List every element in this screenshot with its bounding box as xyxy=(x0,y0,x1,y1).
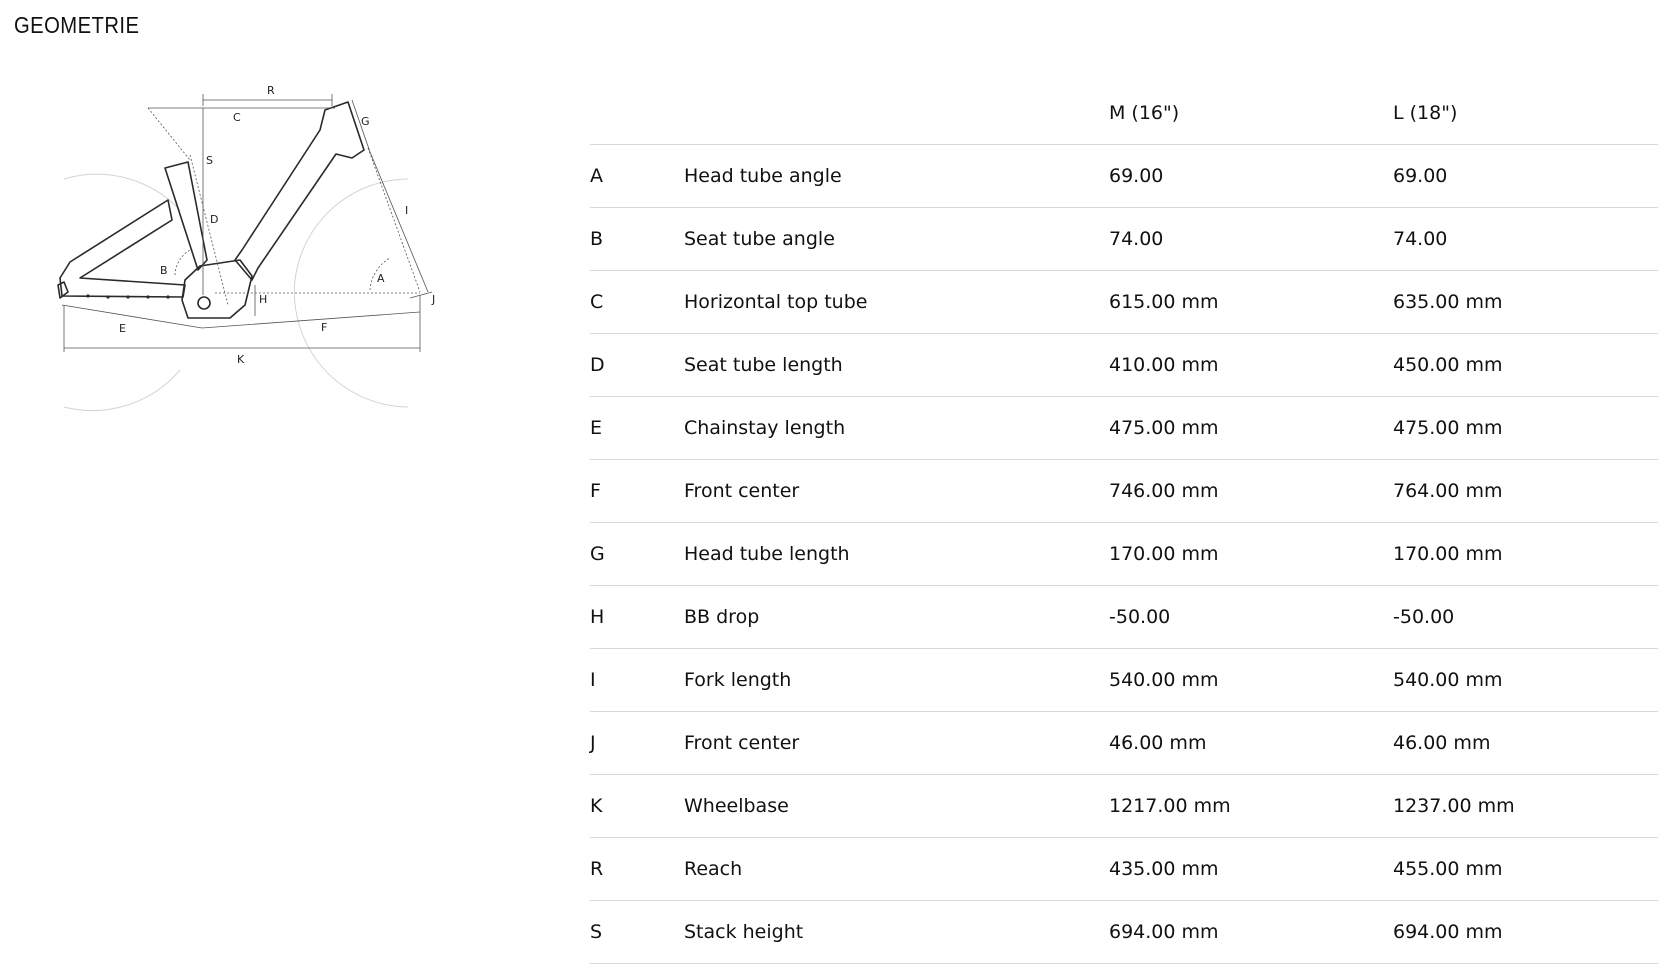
row-value-m: 694.00 mm xyxy=(1109,921,1219,943)
row-value-m: 74.00 xyxy=(1109,228,1164,250)
row-value-l: 455.00 mm xyxy=(1393,858,1503,880)
row-name: BB drop xyxy=(684,606,760,628)
row-value-l: 694.00 mm xyxy=(1393,921,1503,943)
table-row xyxy=(590,901,1658,964)
row-name: Fork length xyxy=(684,669,792,691)
row-name: Horizontal top tube xyxy=(684,291,868,313)
label-a: A xyxy=(377,272,385,285)
bike-geometry-diagram xyxy=(40,80,480,440)
row-code: A xyxy=(590,165,603,187)
table-row xyxy=(590,145,1658,208)
row-value-m: 615.00 mm xyxy=(1109,291,1219,313)
row-name: Seat tube length xyxy=(684,354,843,376)
row-value-l: 69.00 xyxy=(1393,165,1448,187)
row-value-m: -50.00 xyxy=(1109,606,1171,628)
table-row xyxy=(590,334,1658,397)
row-value-l: 475.00 mm xyxy=(1393,417,1503,439)
row-name: Head tube angle xyxy=(684,165,842,187)
row-value-m: 69.00 xyxy=(1109,165,1164,187)
row-value-l: 46.00 mm xyxy=(1393,732,1491,754)
label-s: S xyxy=(206,154,213,167)
table-row xyxy=(590,208,1658,271)
row-name: Stack height xyxy=(684,921,804,943)
label-d: D xyxy=(210,213,219,226)
table-row xyxy=(590,712,1658,775)
row-value-l: 74.00 xyxy=(1393,228,1448,250)
row-value-m: 540.00 mm xyxy=(1109,669,1219,691)
table-row xyxy=(590,523,1658,586)
table-row xyxy=(590,460,1658,523)
row-value-l: 764.00 mm xyxy=(1393,480,1503,502)
row-value-l: 635.00 mm xyxy=(1393,291,1503,313)
row-value-m: 435.00 mm xyxy=(1109,858,1219,880)
row-code: E xyxy=(590,417,603,439)
label-h: H xyxy=(259,293,268,306)
label-b: B xyxy=(160,264,168,277)
row-name: Reach xyxy=(684,858,743,880)
label-e: E xyxy=(119,322,126,335)
row-code: K xyxy=(590,795,603,817)
table-row xyxy=(590,586,1658,649)
row-value-l: -50.00 xyxy=(1393,606,1455,628)
row-name: Chainstay length xyxy=(684,417,846,439)
row-name: Front center xyxy=(684,732,800,754)
label-i: I xyxy=(405,204,409,217)
geometry-table xyxy=(590,82,1658,964)
label-g: G xyxy=(361,115,370,128)
row-code: F xyxy=(590,480,601,502)
row-value-m: 1217.00 mm xyxy=(1109,795,1231,817)
row-code: J xyxy=(590,732,596,754)
row-name: Seat tube angle xyxy=(684,228,835,250)
table-row xyxy=(590,775,1658,838)
row-value-m: 475.00 mm xyxy=(1109,417,1219,439)
table-row xyxy=(590,838,1658,901)
row-name: Wheelbase xyxy=(684,795,789,817)
row-code: B xyxy=(590,228,604,250)
column-header-size-m: M (16") xyxy=(1109,102,1180,124)
row-code: R xyxy=(590,858,604,880)
row-value-m: 170.00 mm xyxy=(1109,543,1219,565)
row-name: Front center xyxy=(684,480,800,502)
rear-wheel-arc xyxy=(64,174,180,210)
row-name: Head tube length xyxy=(684,543,850,565)
table-row xyxy=(590,271,1658,334)
label-f: F xyxy=(321,321,328,334)
rear-wheel-arc-lower xyxy=(64,370,180,411)
dimension-lines xyxy=(62,94,432,352)
row-code: C xyxy=(590,291,604,313)
row-value-m: 46.00 mm xyxy=(1109,732,1207,754)
label-c: C xyxy=(233,111,241,124)
row-value-l: 170.00 mm xyxy=(1393,543,1503,565)
table-header xyxy=(590,82,1658,145)
page-title: GEOMETRIE xyxy=(14,12,140,38)
row-value-l: 1237.00 mm xyxy=(1393,795,1515,817)
row-code: G xyxy=(590,543,605,565)
row-code: H xyxy=(590,606,605,628)
row-code: S xyxy=(590,921,603,943)
label-j: J xyxy=(432,293,436,306)
label-r: R xyxy=(267,84,275,97)
row-value-l: 450.00 mm xyxy=(1393,354,1503,376)
row-code: D xyxy=(590,354,605,376)
bike-frame xyxy=(58,102,364,318)
row-code: I xyxy=(590,669,596,691)
label-k: K xyxy=(237,353,245,366)
row-value-m: 410.00 mm xyxy=(1109,354,1219,376)
table-row xyxy=(590,649,1658,712)
column-header-size-l: L (18") xyxy=(1393,102,1458,124)
row-value-m: 746.00 mm xyxy=(1109,480,1219,502)
row-value-l: 540.00 mm xyxy=(1393,669,1503,691)
table-row xyxy=(590,397,1658,460)
